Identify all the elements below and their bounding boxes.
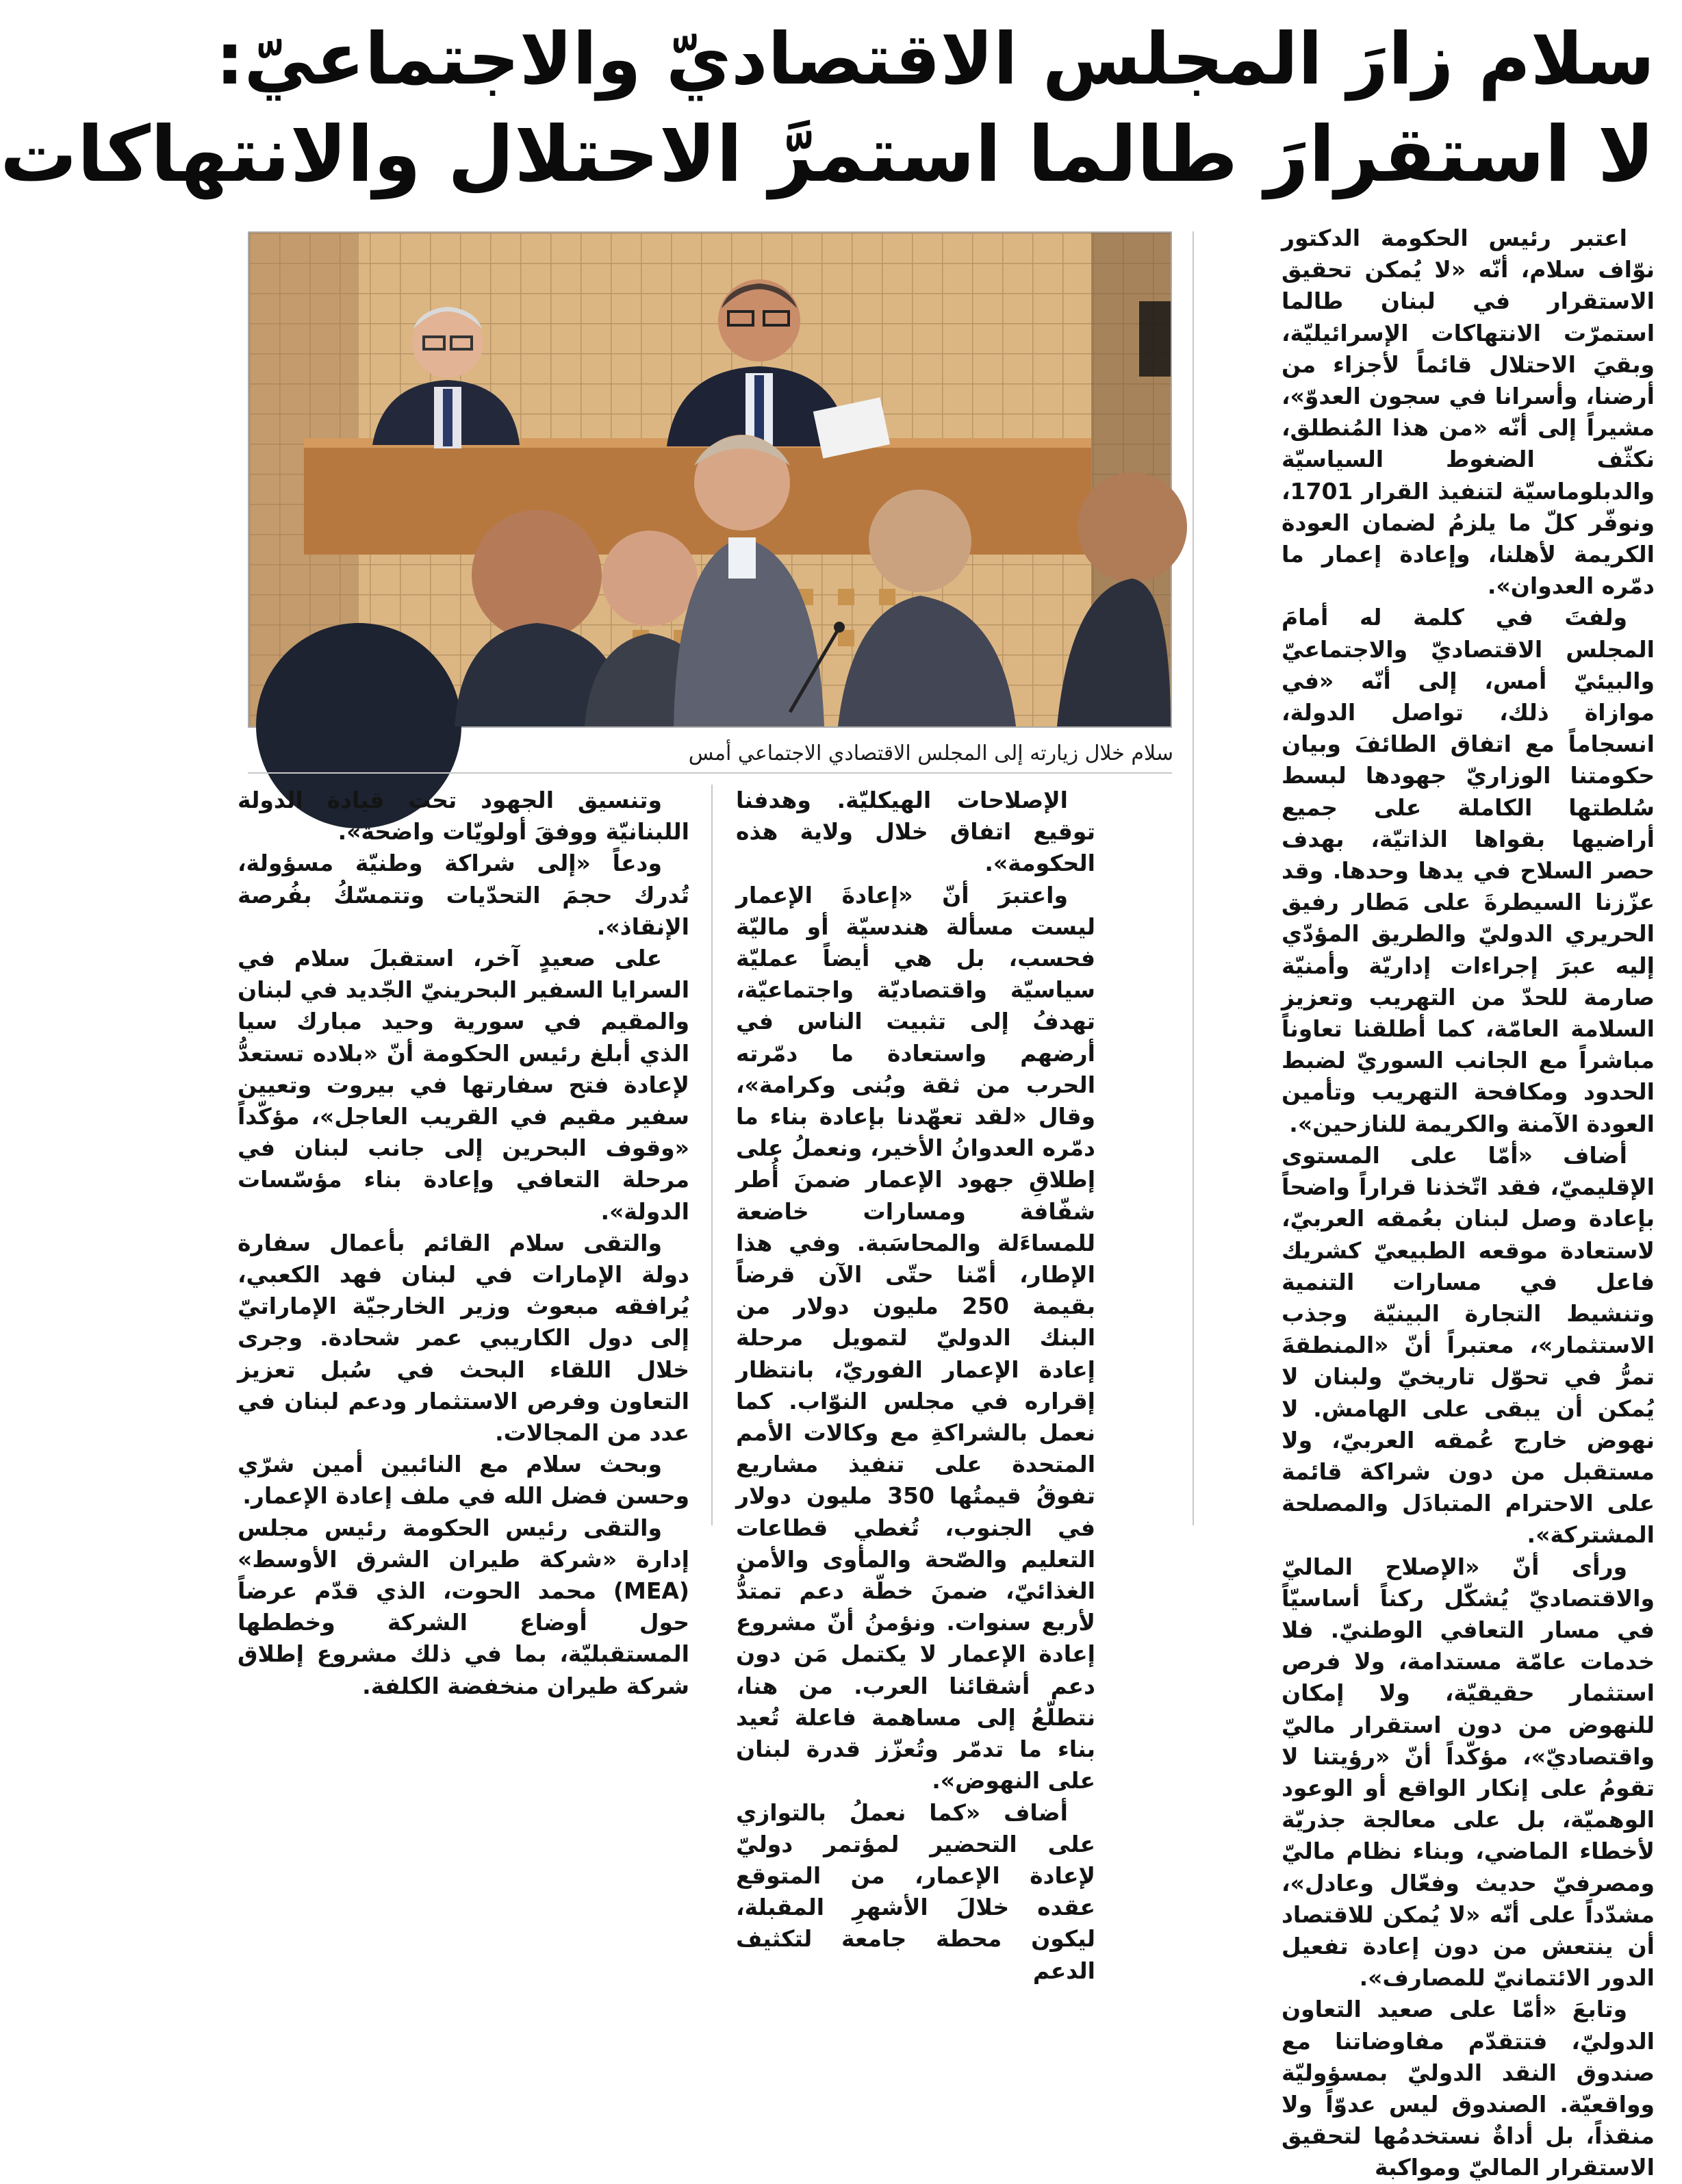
paragraph: أضاف «أمّا على المستوى الإقليميّ، فقد اتّخذنا قراراً واضحاً بإعادة وصل لبنان بعُمقه العربيّ، لاستعادة موقعه الطبيعيّ كشريك فاعل في مسارات التنمية وتنشيط التجارة البينيّة وجذب الاستثمار»، معتبراً أنّ «المنطقةَ تمرُّ في تحوّل تاريخيّ ولبنان لا يُمكن أن يبقى على الهامش. لا نهوض خارج عُمقه العربيّ، ولا مستقبل من دون شراكة قائمة على الاحترام المتبادَل والمصلحة المشتركة». xyxy=(1282,1141,1655,1549)
paragraph: ورأى أنّ «الإصلاح الماليّ والاقتصاديّ يُشكّل ركناً أساسيّاً في مسار التعافي الوطنيّ. فلا خدمات عامّة مستدامة، ولا فرص استثمار حقيقيّة، ولا إمكان للنهوض من دون استقرار ماليّ واقتصاديّ»، مؤكّداً أنّ «رؤيتنا لا تقومُ على إنكار الواقع أو الوعود الوهميّة، بل على معالجة جذريّة لأخطاء الماضي، وبناء نظام ماليّ ومصرفيّ حديث وفعّال وعادل»، مشدّداً على أنّه «لا يُمكن للاقتصاد أن ينتعش من دون إعادة تفعيل الدور الائتمانيّ للمصارف». xyxy=(1282,1553,1655,1992)
paragraph: على صعيدٍ آخر، استقبلَ سلام في السرايا السفير البحرينيّ الجّديد في لبنان والمقيم في سورية وحيد مبارك سيا الذي أبلغ رئيس الحكومة أنّ «بلاده تستعدُّ لإعادة فتح سفارتها في بيروت وتعيين سفير مقيم في القريب العاجل»، مؤكّداً «وقوف البحرين إلى جانب لبنان في مرحلة التعافي وإعادة بناء مؤسّسات الدولة». xyxy=(238,945,689,1225)
paragraph: وبحث سلام مع النائبين أمين شرّي وحسن فضل الله في ملف إعادة الإعمار. xyxy=(238,1451,689,1510)
photo-caption: سلام خلال زيارته إلى المجلس الاقتصادي الاجتماعي أمس xyxy=(688,741,1173,765)
paragraph: اعتبر رئيس الحكومة الدكتور نوّاف سلام، أنّه «لا يُمكن تحقيق الاستقرار في لبنان طالما استمرّت الانتهاكات الإسرائيليّة، وبقيَ الاحتلال قائماً لأجزاء من أرضنا، وأسرانا في سجون العدوّ»، مشيراً إلى أنّه «من هذا المُنطلق، نكثّف الضغوط السياسيّة والدبلوماسيّة لتنفيذ القرار 1701، ونوفّر كلّ ما يلزمُ لضمان العودة الكريمة لأهلنا، وإعادة إعمار ما دمّره العدوان». xyxy=(1282,225,1655,600)
article-column-right xyxy=(1282,223,1655,2181)
article-column-middle xyxy=(736,785,1095,1984)
paragraph: وتابعَ «أمّا على صعيد التعاون الدوليّ، فتتقدّم مفاوضاتنا مع صندوق النقد الدوليّ بمسؤوليّة وواقعيّة. الصندوق ليس عدوّاً ولا منقذاً، بل أداةٌ نستخدمُها لتحقيق الاستقرار الماليّ ومواكبة xyxy=(1282,1996,1655,2181)
column-divider-1 xyxy=(1193,231,1194,1525)
paragraph: وتنسيق الجهود تحت قيادة الدولة اللبنانيّة ووفقَ أولويّات واضحة». xyxy=(238,787,689,846)
headline-line-1: سلام زارَ المجلس الاقتصاديّ والاجتماعيّ: xyxy=(215,17,1655,101)
article-column-left xyxy=(238,785,689,1699)
column-divider-2 xyxy=(711,785,713,1525)
meeting-photo xyxy=(248,231,1172,728)
paragraph: واعتبرَ أنّ «إعادةَ الإعمار ليست مسألة هندسيّة أو ماليّة فحسب، بل هي أيضاً عمليّة سياسيّة واقتصاديّة واجتماعيّة، تهدفُ إلى تثبيت الناس في أرضهم واستعادة ما دمّرته الحرب من ثقة وبُنى وكرامة»، وقال «لقد تعهّدنا بإعادة بناء ما دمّره العدوانُ الأخير، ونعملُ على إطلاقِ جهود الإعمار ضمنَ أُطر شفّافة ومسارات خاضعة للمساءَلة والمحاسَبة. وفي هذا الإطار، أمّنا حتّى الآن قرضاً بقيمة 250 مليون دولار من البنك الدوليّ لتمويل مرحلة إعادة الإعمار الفوريّ، بانتظار إقراره في مجلس النوّاب. كما نعمل بالشراكةِ مع وكالات الأمم المتحدة على تنفيذ مشاريع تفوقُ قيمتُها 350 مليون دولار في الجنوب، تُغطي قطاعات التعليم والصّحة والمأوى والأمن الغذائيّ، ضمنَ خطّة دعم تمتدُّ لأربع سنوات. ونؤمنُ أنّ مشروع إعادة الإعمار لا يكتمل مَن دون دعم أشقائنا العرب. من هنا، نتطلّعُ إلى مساهمة فاعلة تُعيد بناء ما تدمّر وتُعزّز قدرة لبنان على النهوض». xyxy=(736,881,1095,1794)
paragraph: والتقى سلام القائم بأعمال سفارة دولة الإمارات في لبنان فهد الكعبي، يُرافقه مبعوث وزير الخارجيّة الإماراتيّ إلى دول الكاريبي عمر شحادة. وجرى خلال اللقاء البحث في سُبل تعزيز التعاون وفرص الاستثمار ودعم لبنان في عدد من المجالات. xyxy=(238,1229,689,1447)
paragraph: أضاف «كما نعملُ بالتوازي على التحضير لمؤتمر دوليّ لإعادة الإعمار، من المتوقع عقده خلالَ الأشهرِ المقبلة، ليكون محطة جامعة لتكثيف الدعم xyxy=(736,1799,1095,1984)
headline-line-2: لا استقرارَ طالما استمرَّ الاحتلال والانتهاكات xyxy=(0,110,1655,199)
paragraph: الإصلاحات الهيكليّة. وهدفنا توقيع اتفاق خلال ولاية هذه الحكومة». xyxy=(736,787,1095,877)
paragraph: ولفتَ في كلمة له أمامَ المجلس الاقتصاديّ والاجتماعيّ والبيئيّ أمس، إلى أنّه «في موازاة ذلك، تواصل الدولة، انسجاماً مع اتفاق الطائفَ وبيان حكومتنا الوزاريّ جهودها لبسط سُلطتها الكاملة على جميع أراضيها بقواها الذاتيّة، بهدف حصر السلاح في يدها وحدها. وقد عزّزنا السيطرةَ على مَطار رفيق الحريري الدوليّ والطريق المؤدّي إليه عبرَ إجراءات إداريّة وأمنيّة صارمة للحدّ من التهريب وتعزيز السلامة العامّة، كما أطلقنا تعاوناً مباشراً مع الجانب السوريّ لضبط الحدود ومكافحة التهريب وتأمين العودة الآمنة والكريمة للنازحين». xyxy=(1282,604,1655,1137)
meeting-photo-illustration xyxy=(249,233,1171,726)
caption-divider xyxy=(248,772,1172,774)
paragraph: ودعاً «إلى شراكة وطنيّة مسؤولة، تُدرك حجمَ التحدّيات وتتمسّكُ بفُرصة الإنقاذ». xyxy=(238,850,689,940)
paragraph: والتقى رئيس الحكومة رئيس مجلس إدارة «شركة طيران الشرق الأوسط» (MEA) محمد الحوت، الذي قدّم عرضاً حول أوضاع الشركة وخططها المستقبليّة، بما في ذلك مشروع إطلاق شركة طيران منخفضة الكلفة. xyxy=(238,1514,689,1699)
